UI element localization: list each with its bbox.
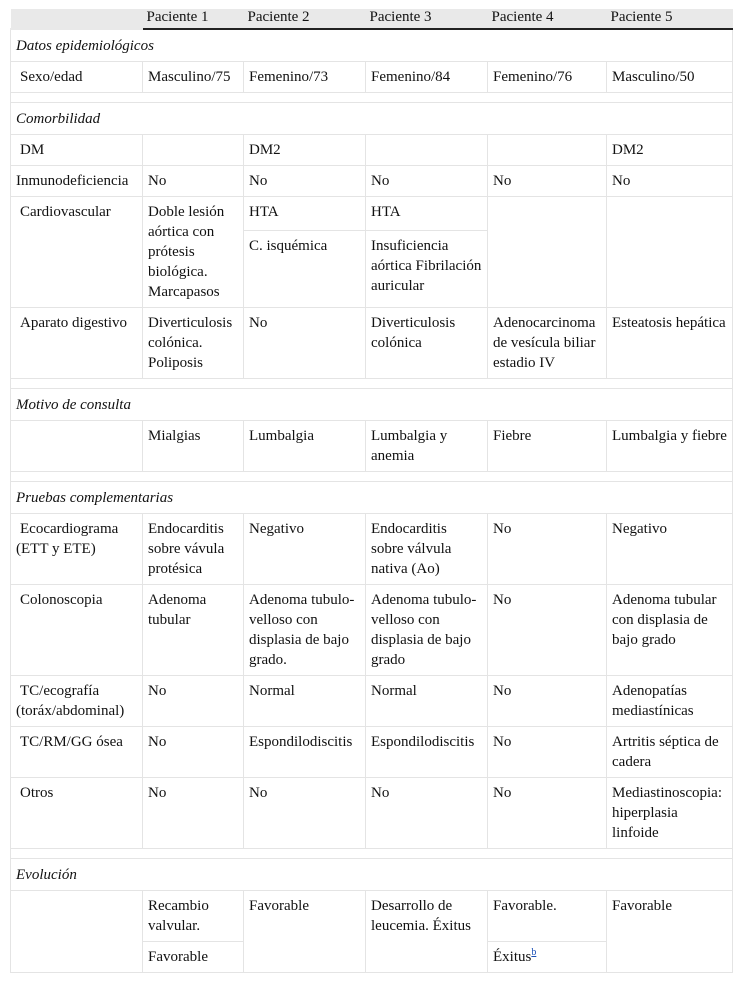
table-cell: Espondilodiscitis: [366, 727, 488, 778]
table-cell: No: [488, 727, 607, 778]
table-row: [11, 891, 733, 942]
table-row: [11, 166, 733, 197]
row-label: [11, 676, 143, 727]
table-cell: Masculino/50: [607, 62, 733, 93]
header-blank: [11, 9, 143, 29]
header-paciente-3: Paciente 3: [366, 9, 488, 29]
row-label: [11, 514, 143, 585]
table-row: [11, 676, 733, 727]
table-cell: Adenoma tubulo-velloso con displasia de bajo grado.: [244, 585, 366, 676]
table-cell: Favorable: [607, 891, 733, 973]
table-cell: C. isquémica: [244, 230, 366, 307]
table-cell: Masculino/75: [143, 62, 244, 93]
table-cell: Negativo: [244, 514, 366, 585]
table-cell: Mialgias: [143, 421, 244, 472]
table-cell: Espondilodiscitis: [244, 727, 366, 778]
table-cell: Doble lesión aórtica con prótesis biológica. Marcapasos: [143, 197, 244, 308]
table-cell: No: [488, 676, 607, 727]
table-row: [11, 514, 733, 585]
table-cell: HTA: [366, 197, 488, 231]
table-row: [11, 585, 733, 676]
table-cell: Insuficiencia aórtica Fibrilación auricular: [366, 230, 488, 307]
row-label-text: TC/ecografía (toráx/abdominal): [16, 683, 125, 719]
spacer-cell: [11, 93, 733, 103]
table-cell: No: [366, 166, 488, 197]
row-label: Inmunodeficiencia: [11, 166, 143, 197]
section-comorbilidad: Comorbilidad: [11, 103, 733, 135]
table-cell: Lumbalgia: [244, 421, 366, 472]
table-cell: No: [607, 166, 733, 197]
table-cell: Favorable.: [488, 891, 607, 942]
table-cell: Adenoma tubulo-velloso con displasia de bajo grado: [366, 585, 488, 676]
table-cell: [607, 197, 733, 308]
table-cell: Lumbalgia y fiebre: [607, 421, 733, 472]
header-paciente-4: Paciente 4: [488, 9, 607, 29]
table-cell: [488, 942, 607, 973]
table-cell: Femenino/84: [366, 62, 488, 93]
table-cell: Diverticulosis colónica. Poliposis: [143, 308, 244, 379]
table-cell: Diverticulosis colónica: [366, 308, 488, 379]
row-label: DM: [11, 135, 143, 166]
table-cell: Normal: [366, 676, 488, 727]
table-cell: No: [244, 166, 366, 197]
header-paciente-5: Paciente 5: [607, 9, 733, 29]
row-label: Colonoscopia: [11, 585, 143, 676]
table-cell: No: [143, 778, 244, 849]
table-cell: Lumbalgia y anemia: [366, 421, 488, 472]
exitus-text: Éxitus: [493, 949, 532, 965]
table-cell: No: [143, 727, 244, 778]
spacer-cell: [11, 379, 733, 389]
table-cell: Favorable: [143, 942, 244, 973]
section-epidemiologicos: Datos epidemiológicos: [11, 29, 733, 62]
table-row: [11, 62, 733, 93]
table-cell: Endocarditis sobre vávula protésica: [143, 514, 244, 585]
table-cell: Esteatosis hepática: [607, 308, 733, 379]
table-cell: No: [366, 778, 488, 849]
row-label: Otros: [11, 778, 143, 849]
table-row: [11, 135, 733, 166]
section-row: [11, 482, 733, 514]
section-motivo: Motivo de consulta: [11, 389, 733, 421]
table-cell: No: [143, 166, 244, 197]
table-row: [11, 197, 733, 231]
header-paciente-1: Paciente 1: [143, 9, 244, 29]
row-label: [11, 421, 143, 472]
section-row: [11, 859, 733, 891]
table-cell: No: [488, 166, 607, 197]
table-cell: Fiebre: [488, 421, 607, 472]
table-cell: Adenocarcinoma de vesícula biliar estadio IV: [488, 308, 607, 379]
table-cell: No: [143, 676, 244, 727]
table-cell: DM2: [607, 135, 733, 166]
table-cell: Adenopatías mediastínicas: [607, 676, 733, 727]
patients-table: [10, 9, 733, 973]
table-cell: Normal: [244, 676, 366, 727]
table-cell: Mediastinoscopia: hiperplasia linfoide: [607, 778, 733, 849]
section-row: [11, 103, 733, 135]
spacer-row: [11, 379, 733, 389]
table-cell: Favorable: [244, 891, 366, 973]
table-cell: [366, 135, 488, 166]
spacer-row: [11, 849, 733, 859]
table-cell: Artritis séptica de cadera: [607, 727, 733, 778]
spacer-row: [11, 93, 733, 103]
table-cell: Femenino/73: [244, 62, 366, 93]
table-cell: Recambio valvular.: [143, 891, 244, 942]
table-cell: Femenino/76: [488, 62, 607, 93]
table-cell: Adenoma tubular con displasia de bajo grado: [607, 585, 733, 676]
table-cell: No: [488, 514, 607, 585]
row-label: Cardiovascular: [11, 197, 143, 308]
section-row: [11, 389, 733, 421]
table-cell: HTA: [244, 197, 366, 231]
table-cell: DM2: [244, 135, 366, 166]
table-cell: Endocarditis sobre válvula nativa (Ao): [366, 514, 488, 585]
row-label: Aparato digestivo: [11, 308, 143, 379]
table-cell: [143, 135, 244, 166]
row-label-text: Ecocardiograma (ETT y ETE): [16, 521, 119, 557]
table-row: [11, 727, 733, 778]
table-row: [11, 308, 733, 379]
section-evolucion: Evolución: [11, 859, 733, 891]
table-cell: Negativo: [607, 514, 733, 585]
table-row: [11, 421, 733, 472]
table-cell: Desarrollo de leucemia. Éxitus: [366, 891, 488, 973]
row-label: Sexo/edad: [11, 62, 143, 93]
table-cell: [488, 197, 607, 308]
spacer-cell: [11, 472, 733, 482]
table-cell: No: [488, 585, 607, 676]
section-pruebas: Pruebas complementarias: [11, 482, 733, 514]
header-paciente-2: Paciente 2: [244, 9, 366, 29]
table-cell: No: [488, 778, 607, 849]
table-cell: No: [244, 778, 366, 849]
spacer-cell: [11, 849, 733, 859]
table-header: [11, 9, 733, 29]
section-row: [11, 29, 733, 62]
row-label: [11, 891, 143, 973]
table-cell: No: [244, 308, 366, 379]
spacer-row: [11, 472, 733, 482]
footnote-link[interactable]: b: [531, 947, 537, 958]
row-label: TC/RM/GG ósea: [11, 727, 143, 778]
table-cell: Adenoma tubular: [143, 585, 244, 676]
table-row: [11, 778, 733, 849]
table-cell: [488, 135, 607, 166]
